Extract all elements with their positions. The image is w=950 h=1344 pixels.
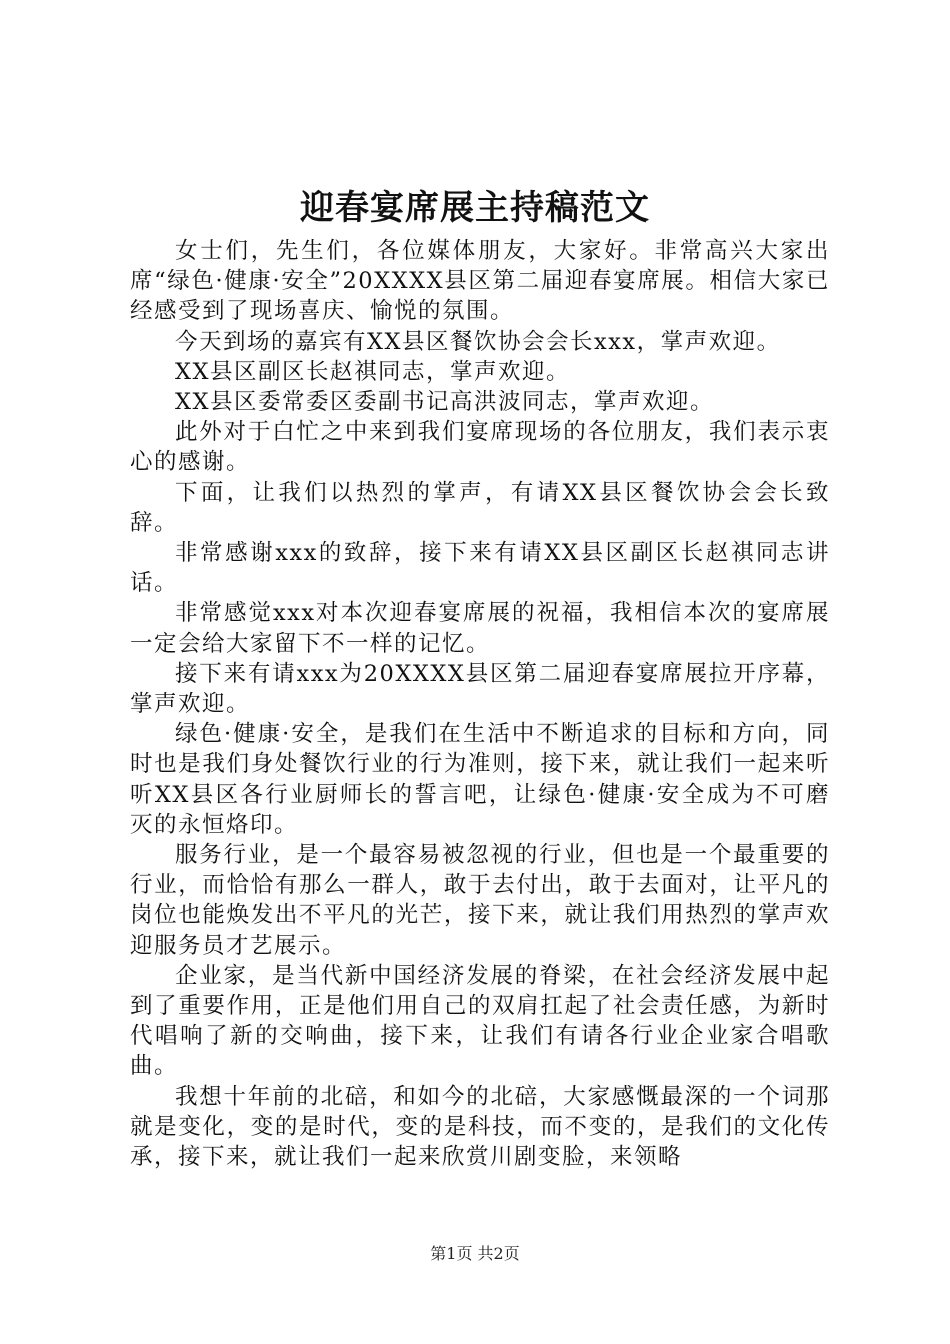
paragraph: 绿色·健康·安全，是我们在生活中不断追求的目标和方向，同时也是我们身处餐饮行业的行为准则，接下来，就让我们一起来听听XX县区各行业厨师长的誓言吧，让绿色·健康·安全成为不可磨灭的永恒烙印。 [130,721,830,838]
paragraph: 此外对于白忙之中来到我们宴席现场的各位朋友，我们表示衷心的感谢。 [130,419,830,476]
paragraph: 企业家，是当代新中国经济发展的脊梁，在社会经济发展中起到了重要作用，正是他们用自己的双肩扛起了社会责任感，为新时代唱响了新的交响曲，接下来，让我们有请各行业企业家合唱歌曲。 [130,962,830,1080]
paragraph: 我想十年前的北碚，和如今的北碚，大家感慨最深的一个词那就是变化，变的是时代，变的是科技，而不变的，是我们的文化传承，接下来，就让我们一起来欣赏川剧变脸，来领略 [130,1083,830,1171]
document-body [130,236,830,1172]
paragraph: 非常感觉xxx对本次迎春宴席展的祝福，我相信本次的宴席展一定会给大家留下不一样的记忆。 [130,600,830,657]
page-footer: 第1页 共2页 [430,1244,520,1263]
paragraph: XX县区委常委区委副书记高洪波同志，掌声欢迎。 [175,389,715,416]
paragraph: 服务行业，是一个最容易被忽视的行业，但也是一个最重要的行业，而恰恰有那么一群人，敢于去付出，敢于去面对，让平凡的岗位也能焕发出不平凡的光芒，接下来，就让我们用热烈的掌声欢迎服务员才艺展示。 [130,842,830,959]
paragraph: 女士们，先生们，各位媒体朋友，大家好。非常高兴大家出席“绿色·健康·安全”20XXXX县区第二届迎春宴席展。相信大家已经感受到了现场喜庆、愉悦的氛围。 [130,238,830,325]
paragraph: 接下来有请xxx为20XXXX县区第二届迎春宴席展拉开序幕，掌声欢迎。 [130,660,830,718]
paragraph: 下面，让我们以热烈的掌声，有请XX县区餐饮协会会长致辞。 [130,479,830,536]
paragraph: 今天到场的嘉宾有XX县区餐饮协会会长xxx，掌声欢迎。 [175,328,781,355]
paragraph: XX县区副区长赵祺同志，掌声欢迎。 [175,358,571,385]
paragraph: 非常感谢xxx的致辞，接下来有请XX县区副区长赵祺同志讲话。 [130,540,830,597]
document-title: 迎春宴席展主持稿范文 [300,188,650,228]
